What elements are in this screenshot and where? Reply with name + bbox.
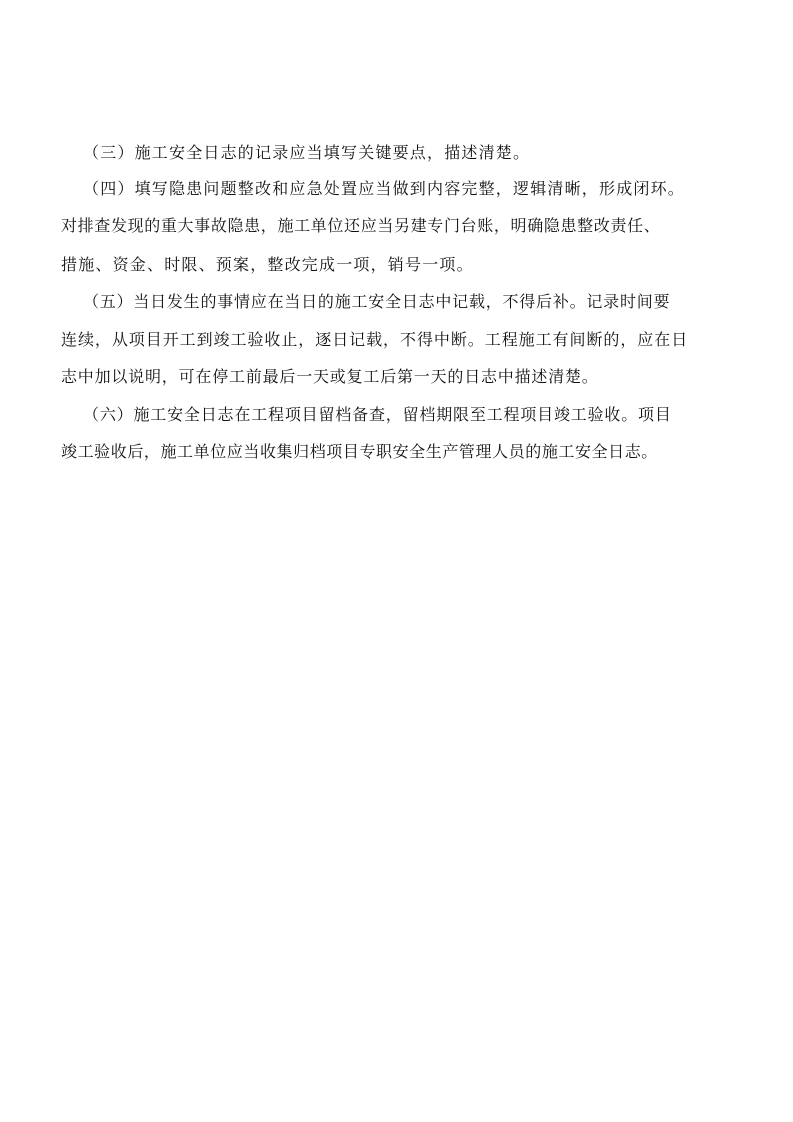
paragraph-item-6-line-2: 竣工验收后，施工单位应当收集归档项目专职安全生产管理人员的施工安全日志。 [61,442,658,461]
paragraph-item-6-line-1: （六）施工安全日志在工程项目留档备查，留档期限至工程项目竣工验收。项目 [83,405,672,424]
paragraph-item-5-line-3: 志中加以说明，可在停工前最后一天或复工后第一天的日志中描述清楚。 [61,367,599,386]
paragraph-hazard-ledger-line-1: 对排查发现的重大事故隐患，施工单位还应当另建专门台账，明确隐患整改责任、 [61,216,661,235]
paragraph-item-4: （四）填写隐患问题整改和应急处置应当做到内容完整，逻辑清晰，形成闭环。 [83,179,686,198]
paragraph-item-5-line-2: 连续，从项目开工到竣工验收止，逐日记载，不得中断。工程施工有间断的，应在日 [61,330,689,349]
paragraph-item-3: （三）施工安全日志的记录应当填写关键要点，描述清楚。 [83,143,531,162]
paragraph-item-5-line-1: （五）当日发生的事情应在当日的施工安全日志中记载，不得后补。记录时间要 [83,292,671,311]
paragraph-hazard-ledger-line-2: 措施、资金、时限、预案，整改完成一项，销号一项。 [61,255,474,274]
